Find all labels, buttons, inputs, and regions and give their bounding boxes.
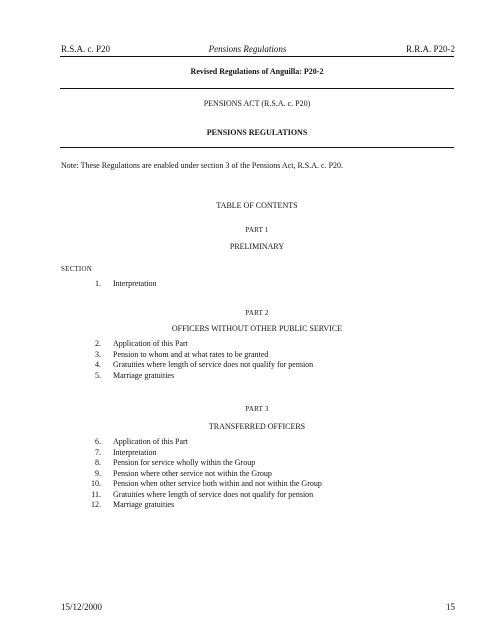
- enabling-note: Note: These Regulations are enabled under section 3 of the Pensions Act, R.S.A. c. P20.: [61, 161, 344, 170]
- toc-item[interactable]: [78, 500, 322, 511]
- part-3-title: TRANSFERRED OFFICERS: [208, 422, 306, 431]
- toc-item-text: Pension when other service both within and not within the Group: [113, 479, 322, 488]
- regulations-title: PENSIONS REGULATIONS: [206, 128, 308, 137]
- toc-item[interactable]: [78, 490, 322, 501]
- toc-item-number: 9.: [95, 468, 101, 478]
- toc-item-text: Marriage gratuities: [113, 500, 175, 509]
- toc-item[interactable]: [78, 458, 322, 469]
- toc-item-text: Gratuities where length of service does not qualify for pension: [113, 489, 314, 499]
- part-1-toc-list: [78, 279, 157, 290]
- toc-item-number: 7.: [95, 447, 101, 457]
- toc-title: TABLE OF CONTENTS: [216, 201, 298, 210]
- title-rule-bottom: [60, 147, 454, 148]
- toc-item-text: Gratuities where length of service does not qualify for pension: [113, 360, 314, 369]
- revised-title: Revised Regulations of Anguilla: P20-2: [190, 67, 324, 76]
- toc-item-number: 5.: [95, 370, 101, 380]
- toc-item-text: Pension to whom and at what rates to be granted: [113, 349, 269, 359]
- toc-item-number: 10.: [91, 479, 101, 488]
- part-1-label: PART 1: [245, 226, 269, 234]
- toc-item-number: 6.: [95, 437, 101, 446]
- toc-item[interactable]: [78, 339, 313, 350]
- toc-item-number: 4.: [95, 360, 101, 369]
- part-2-title: OFFICERS WITHOUT OTHER PUBLIC SERVICE: [171, 324, 343, 333]
- toc-item-number: 3.: [95, 349, 101, 359]
- act-title: PENSIONS ACT (R.S.A. c. P20): [203, 99, 311, 108]
- toc-item[interactable]: [78, 437, 322, 448]
- toc-item-text: Application of this Part: [113, 339, 188, 348]
- part-1-title: PRELIMINARY: [229, 242, 285, 251]
- part-2-toc-list: [78, 339, 313, 381]
- toc-item[interactable]: [78, 371, 313, 382]
- toc-item-text: Marriage gratuities: [113, 370, 175, 380]
- toc-item-text: Interpretation: [113, 279, 157, 288]
- toc-item[interactable]: [78, 360, 313, 371]
- section-column-label: SECTION: [61, 265, 92, 273]
- part-3-toc-list: [78, 437, 322, 511]
- toc-item-number: 8.: [95, 458, 101, 467]
- header-title: Pensions Regulations: [208, 44, 287, 54]
- toc-item-number: 1.: [95, 279, 101, 288]
- toc-item-text: Interpretation: [113, 447, 157, 457]
- page-number: 15: [446, 602, 455, 612]
- part-3-label: PART 3: [245, 405, 269, 413]
- toc-item-number: 12.: [91, 500, 101, 509]
- toc-item-number: 11.: [91, 489, 101, 499]
- toc-item-text: Pension where other service not within the Group: [113, 468, 272, 478]
- toc-item[interactable]: [78, 448, 322, 459]
- toc-item[interactable]: [78, 279, 157, 290]
- toc-item-text: Pension for service wholly within the Group: [113, 458, 256, 467]
- toc-item-number: 2.: [95, 339, 101, 348]
- footer-date: 15/12/2000: [61, 602, 103, 612]
- toc-item-text: Application of this Part: [113, 437, 188, 446]
- part-2-label: PART 2: [245, 309, 269, 317]
- header-reference: R.R.A. P20-2: [405, 44, 455, 54]
- toc-item[interactable]: [78, 469, 322, 480]
- header-rule: [60, 56, 454, 57]
- title-rule-top: [60, 88, 454, 89]
- toc-item[interactable]: [78, 479, 322, 490]
- toc-item[interactable]: [78, 350, 313, 361]
- header-citation: R.S.A. c. P20: [61, 44, 111, 54]
